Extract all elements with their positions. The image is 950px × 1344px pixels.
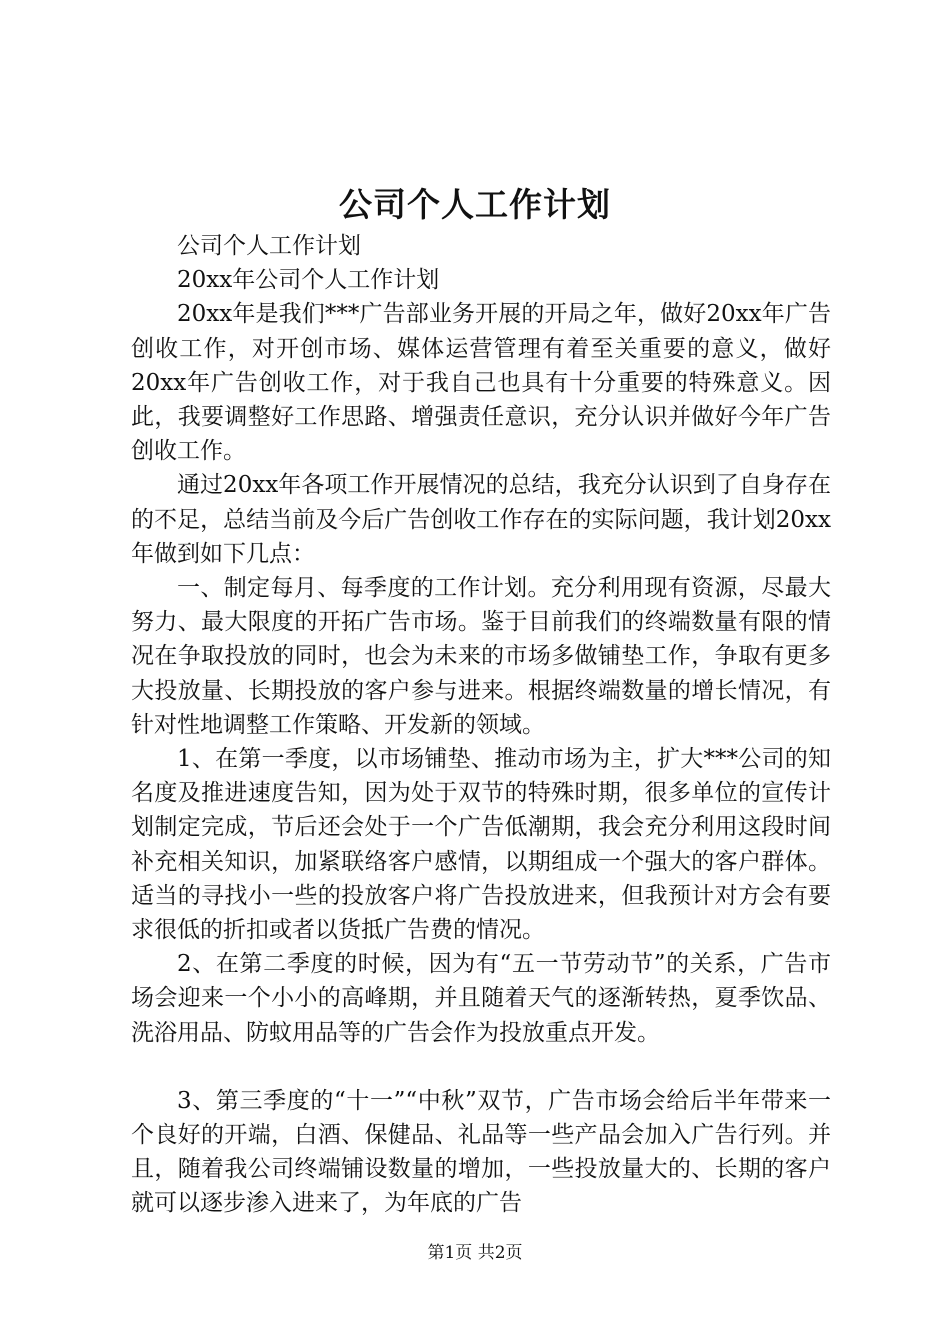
paragraph-plan-one: 一、制定每月、每季度的工作计划。充分利用现有资源，尽最大努力、最大限度的开拓广告市场。鉴于目前我们的终端数量有限的情况在争取投放的同时，也会为未来的市场多做铺垫工作，争取有更多大投放量、长期投放的客户参与进来。根据终端数量的增长情况，有针对性地调整工作策略、开发新的领域。: [131, 575, 831, 738]
page-footer: 第1页 共2页: [427, 1243, 523, 1263]
paragraph-heading-repeat: 公司个人工作计划: [177, 233, 361, 259]
paragraph-subtitle: 20xx年公司个人工作计划: [177, 267, 440, 294]
paragraph-summary: 通过20xx年各项工作开展情况的总结，我充分认识到了自身存在的不足，总结当前及今后广告创收工作存在的实际问题，我计划20xx年做到如下几点：: [131, 472, 831, 567]
paragraph-first-quarter: 1、在第一季度，以市场铺垫、推动市场为主，扩大***公司的知名度及推进速度告知，因为处于双节的特殊时期，很多单位的宣传计划制定完成，节后还会处于一个广告低潮期，我会充分利用这段时间补充相关知识，加紧联络客户感情，以期组成一个强大的客户群体。适当的寻找小一些的投放客户将广告投放进来，但我预计对方会有要求很低的折扣或者以货抵广告费的情况。: [131, 746, 831, 944]
document-title: 公司个人工作计划: [339, 185, 611, 224]
paragraph-second-quarter: 2、在第二季度的时候，因为有“五一节劳动节”的关系，广告市场会迎来一个小小的高峰期，并且随着天气的逐渐转热，夏季饮品、洗浴用品、防蚊用品等的广告会作为投放重点开发。: [131, 951, 831, 1046]
document-body: [131, 229, 831, 1221]
paragraph-intro: 20xx年是我们***广告部业务开展的开局之年，做好20xx年广告创收工作，对开创市场、媒体运营管理有着至关重要的意义，做好20xx年广告创收工作，对于我自己也具有十分重要的特殊意义。因此，我要调整好工作思路、增强责任意识，充分认识并做好今年广告创收工作。: [131, 301, 831, 465]
paragraph-third-quarter: 3、第三季度的“十一”“中秋”双节，广告市场会给后半年带来一个良好的开端，白酒、保健品、礼品等一些产品会加入广告行列。并且，随着我公司终端铺设数量的增加，一些投放量大的、长期的客户就可以逐步渗入进来了，为年底的广告: [131, 1087, 831, 1217]
